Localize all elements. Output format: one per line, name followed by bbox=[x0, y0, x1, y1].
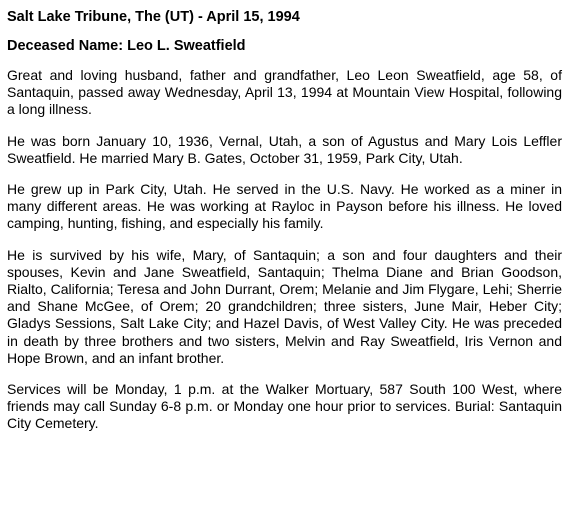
obituary-document bbox=[7, 9, 562, 447]
paragraph-services: Services will be Monday, 1 p.m. at the Walker Mortuary, 587 South 100 West, where friends may call Sunday 6-8 p.m. or Monday one hour prior to services. Burial: Santaquin City Cemetery. bbox=[7, 381, 562, 432]
paragraph-birth-marriage: He was born January 10, 1936, Vernal, Utah, a son of Agustus and Mary Lois Leffler Sweatfield. He married Mary B. Gates, October 31, 1959, Park City, Utah. bbox=[7, 132, 562, 166]
paragraph-life: He grew up in Park City, Utah. He served in the U.S. Navy. He worked as a miner in many different areas. He was working at Rayloc in Payson before his illness. He loved camping, hunting, fishing, and especially his family. bbox=[7, 181, 562, 232]
paragraph-passing: Great and loving husband, father and grandfather, Leo Leon Sweatfield, age 58, of Santaquin, passed away Wednesday, April 13, 1994 at Mountain View Hospital, following a long illness. bbox=[7, 67, 562, 118]
newspaper-source-line: Salt Lake Tribune, The (UT) - April 15, 1994 bbox=[7, 9, 300, 25]
paragraph-survivors: He is survived by his wife, Mary, of Santaquin; a son and four daughters and their spouses, Kevin and Jane Sweatfield, Santaquin; Thelma Diane and Brian Goodson, Rialto, California; Teresa and John Durrant, Orem; Melanie and Jim Flygare, Lehi; Sherrie and Shane McGee, of Orem; 20 grandchildren; three sisters, June Mair, Heber City; Gladys Sessions, Salt Lake City; and Hazel Davis, of West Valley City. He was preceded in death by three brothers and two sisters, Melvin and Ray Sweatfield, Iris Vernon and Hope Brown, and an infant brother. bbox=[7, 246, 562, 366]
deceased-name-line: Deceased Name: Leo L. Sweatfield bbox=[7, 38, 246, 54]
